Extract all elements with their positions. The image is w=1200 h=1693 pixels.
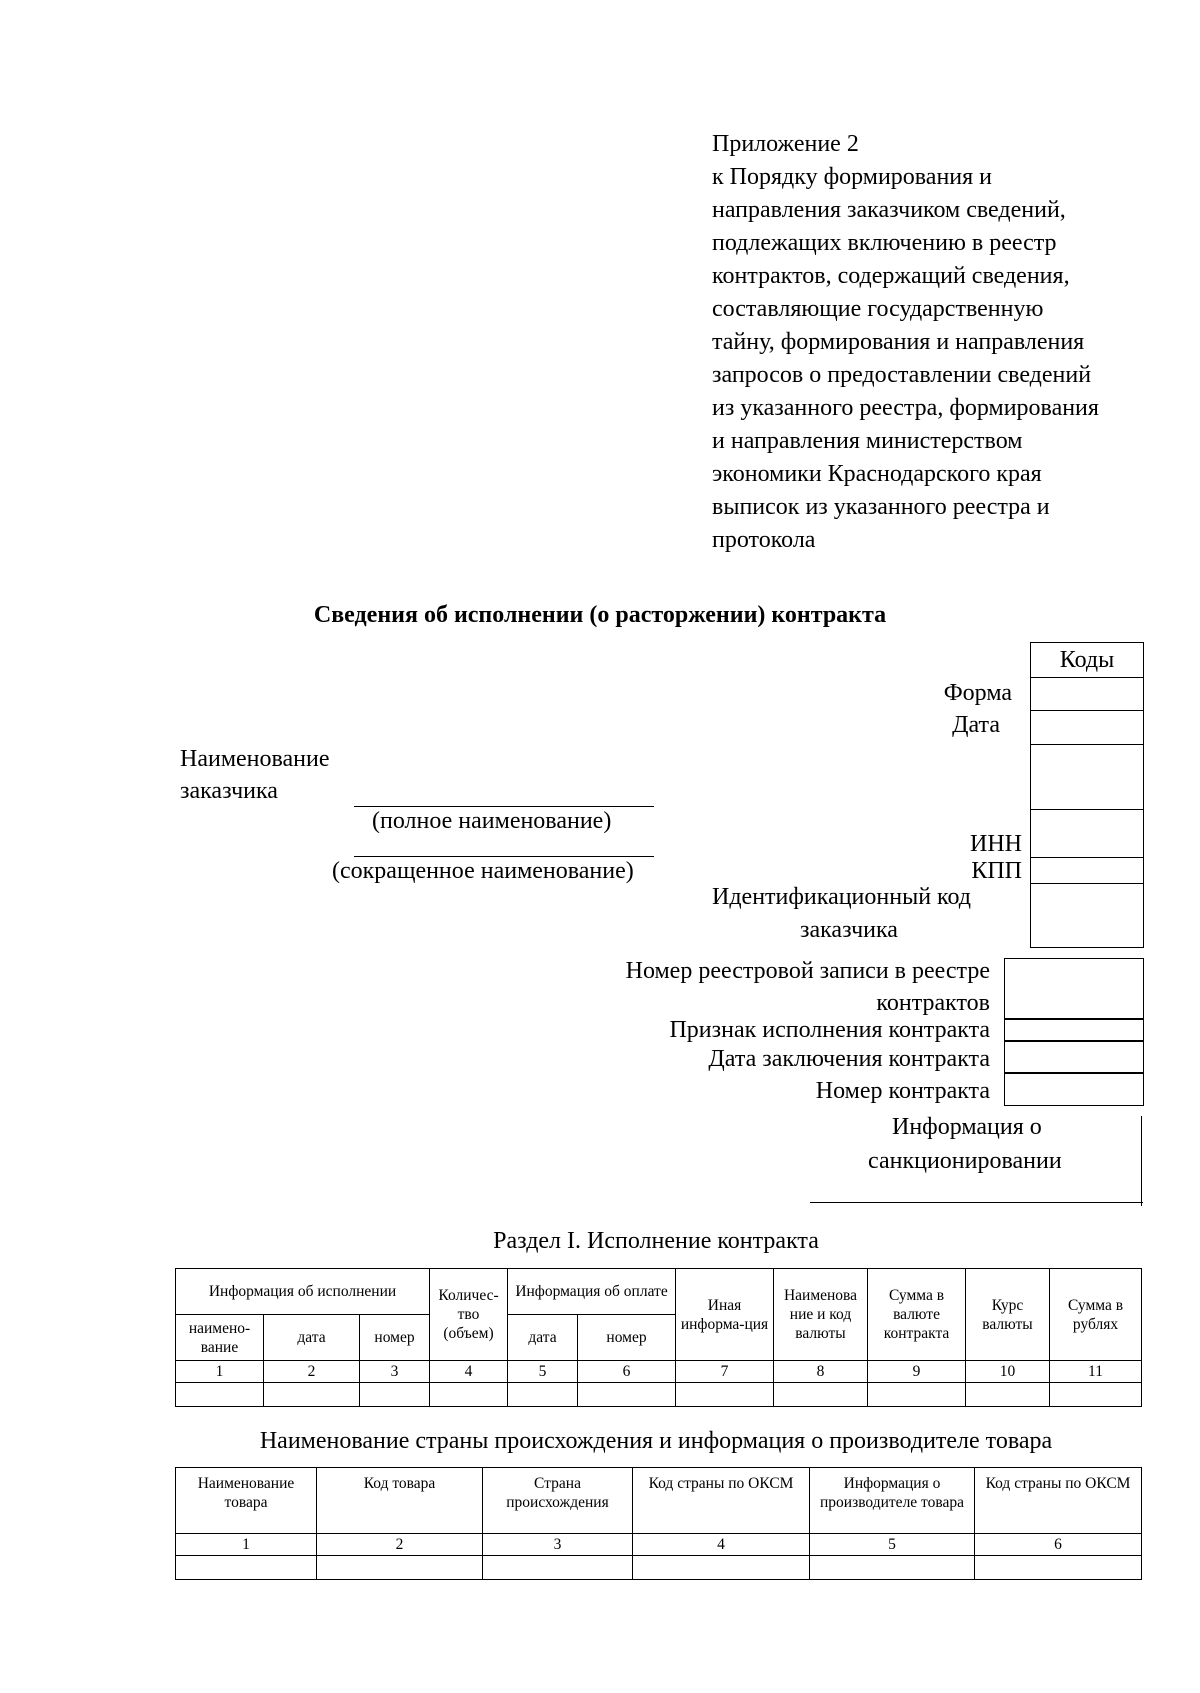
column-number: 2: [317, 1534, 483, 1556]
sanction-border: [1141, 1116, 1142, 1206]
data-cell[interactable]: [578, 1383, 676, 1407]
registry-number-label-2: контрактов: [876, 990, 990, 1016]
origin-table: [175, 1467, 1142, 1580]
appendix-line: направления заказчиком сведений,: [712, 197, 1066, 223]
column-number: 3: [483, 1534, 633, 1556]
appendix-line: Приложение 2: [712, 131, 859, 157]
date-code-cell[interactable]: [1031, 710, 1143, 744]
full-name-caption: (полное наименование): [372, 808, 612, 834]
form-code-cell[interactable]: [1031, 677, 1143, 710]
data-cell[interactable]: [176, 1383, 264, 1407]
data-cell[interactable]: [508, 1383, 578, 1407]
appendix-note: [712, 128, 1172, 557]
data-cell[interactable]: [774, 1383, 868, 1407]
column-number: 2: [264, 1361, 360, 1383]
data-cell[interactable]: [966, 1383, 1050, 1407]
exec-name-header: наимено-вание: [176, 1315, 264, 1361]
id-code-label: Идентификационный код: [712, 884, 972, 910]
exec-number-header: номер: [360, 1315, 430, 1361]
kpp-label: КПП: [971, 858, 1022, 884]
column-number: 6: [578, 1361, 676, 1383]
column-number: 3: [360, 1361, 430, 1383]
column-number: 1: [176, 1361, 264, 1383]
payment-info-header: Информация об оплате: [508, 1269, 676, 1315]
data-cell[interactable]: [810, 1556, 975, 1580]
data-cell[interactable]: [1050, 1383, 1142, 1407]
data-cell[interactable]: [176, 1556, 317, 1580]
full-name-line[interactable]: [354, 806, 654, 807]
section1-title: Раздел I. Исполнение контракта: [493, 1228, 819, 1254]
customer-code-cell[interactable]: [1031, 744, 1143, 809]
column-number: 8: [774, 1361, 868, 1383]
sanction-label-2: санкционировании: [868, 1148, 1062, 1174]
product-code-header: Код товара: [317, 1468, 483, 1534]
data-cell[interactable]: [483, 1556, 633, 1580]
kpp-code-cell[interactable]: [1031, 857, 1143, 883]
conclusion-date-field[interactable]: [1004, 1040, 1144, 1074]
data-cell[interactable]: [676, 1383, 774, 1407]
id-code-cell[interactable]: [1031, 883, 1143, 946]
other-info-header: Иная информа-ция: [676, 1269, 774, 1361]
column-number: 10: [966, 1361, 1050, 1383]
product-name-header: Наименование товара: [176, 1468, 317, 1534]
codes-header: Коды: [1059, 647, 1115, 673]
origin-country-header: Страна происхождения: [483, 1468, 633, 1534]
column-number: 5: [810, 1534, 975, 1556]
appendix-line: подлежащих включению в реестр: [712, 230, 1057, 256]
execution-table: [175, 1268, 1142, 1407]
table-row: [176, 1383, 1142, 1407]
appendix-line: экономики Краснодарского края: [712, 461, 1042, 487]
appendix-line: и направления министерством: [712, 428, 1023, 454]
column-number: 7: [676, 1361, 774, 1383]
document-title: Сведения об исполнении (о расторжении) контракта: [313, 602, 887, 628]
contract-number-field[interactable]: [1004, 1072, 1144, 1106]
exec-info-header: Информация об исполнении: [176, 1269, 430, 1315]
form-label: Форма: [943, 680, 1012, 706]
appendix-line: протокола: [712, 527, 816, 553]
date-label: Дата: [952, 712, 1000, 738]
appendix-line: тайну, формирования и направления: [712, 329, 1085, 355]
short-name-line[interactable]: [354, 856, 654, 857]
registry-number-label: Номер реестровой записи в реестре: [625, 958, 990, 984]
data-cell[interactable]: [360, 1383, 430, 1407]
contract-number-label: Номер контракта: [815, 1078, 990, 1104]
appendix-line: составляющие государственную: [712, 296, 1044, 322]
table-row: [176, 1556, 1142, 1580]
appendix-line: из указанного реестра, формирования: [712, 395, 1099, 421]
column-number: 4: [430, 1361, 508, 1383]
sanction-line[interactable]: [810, 1202, 1143, 1203]
customer-label-2: заказчика: [180, 778, 278, 804]
sum-rub-header: Сумма в рублях: [1050, 1269, 1142, 1361]
execution-sign-field[interactable]: [1004, 1018, 1144, 1042]
column-number: 4: [633, 1534, 810, 1556]
currency-name-header: Наименова ние и код валюты: [774, 1269, 868, 1361]
column-number: 1: [176, 1534, 317, 1556]
origin-title: Наименование страны происхождения и информация о производителе товара: [259, 1428, 1053, 1454]
codes-column: [1030, 642, 1144, 948]
quantity-header: Количес-тво (объем): [430, 1269, 508, 1361]
column-number: 6: [975, 1534, 1142, 1556]
appendix-line: контрактов, содержащий сведения,: [712, 263, 1070, 289]
registry-number-field[interactable]: [1004, 958, 1144, 1020]
manufacturer-country-code-header: Код страны по ОКСМ: [975, 1468, 1142, 1534]
conclusion-date-label: Дата заключения контракта: [708, 1046, 990, 1072]
rate-header: Курс валюты: [966, 1269, 1050, 1361]
sum-currency-header: Сумма в валюте контракта: [868, 1269, 966, 1361]
data-cell[interactable]: [430, 1383, 508, 1407]
data-cell[interactable]: [868, 1383, 966, 1407]
pay-number-header: номер: [578, 1315, 676, 1361]
data-cell[interactable]: [317, 1556, 483, 1580]
appendix-line: выписок из указанного реестра и: [712, 494, 1050, 520]
country-code-header: Код страны по ОКСМ: [633, 1468, 810, 1534]
column-number: 11: [1050, 1361, 1142, 1383]
customer-label: Наименование: [180, 746, 330, 772]
inn-code-cell[interactable]: [1031, 809, 1143, 857]
column-number: 5: [508, 1361, 578, 1383]
column-number: 9: [868, 1361, 966, 1383]
data-cell[interactable]: [975, 1556, 1142, 1580]
appendix-line: к Порядку формирования и: [712, 164, 993, 190]
short-name-caption: (сокращенное наименование): [332, 858, 634, 884]
pay-date-header: дата: [508, 1315, 578, 1361]
manufacturer-info-header: Информация о производителе товара: [810, 1468, 975, 1534]
sanction-label: Информация о: [892, 1114, 1042, 1140]
appendix-line: запросов о предоставлении сведений: [712, 362, 1092, 388]
inn-label: ИНН: [970, 831, 1022, 857]
exec-date-header: дата: [264, 1315, 360, 1361]
id-code-label-2: заказчика: [800, 917, 898, 943]
data-cell[interactable]: [264, 1383, 360, 1407]
execution-sign-label: Признак исполнения контракта: [669, 1017, 990, 1043]
data-cell[interactable]: [633, 1556, 810, 1580]
